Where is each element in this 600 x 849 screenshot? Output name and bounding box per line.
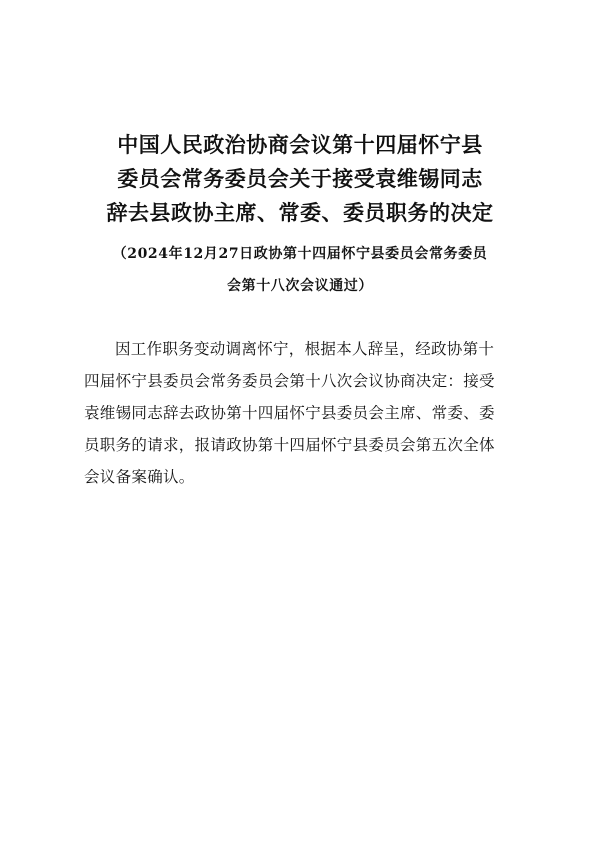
title-line-1: 中国人民政治协商会议第十四届怀宁县 bbox=[117, 132, 483, 157]
document-title bbox=[60, 128, 540, 230]
document-body bbox=[84, 333, 520, 493]
document-subtitle bbox=[84, 238, 516, 302]
body-line-1: 因工作职务变动调离怀宁，根据本人辞呈，经政协第十 bbox=[115, 340, 495, 358]
title-line-2: 委员会常务委员会关于接受袁维锡同志 bbox=[117, 166, 483, 191]
title-line-3: 辞去县政协主席、常委、委员职务的决定 bbox=[106, 200, 494, 225]
subtitle-line-1: （2024年12月27日政协第十四届怀宁县委员会常务委员 bbox=[112, 246, 488, 262]
body-line-2: 四届怀宁县委员会常务委员会第十八次会议协商决定：接受 bbox=[84, 372, 495, 390]
body-line-5: 会议备案确认。 bbox=[84, 468, 195, 486]
body-line-3: 袁维锡同志辞去政协第十四届怀宁县委员会主席、常委、委 bbox=[84, 404, 495, 422]
body-line-4: 员职务的请求，报请政协第十四届怀宁县委员会第五次全体 bbox=[84, 436, 495, 454]
subtitle-line-2: 会第十八次会议通过） bbox=[227, 278, 373, 294]
